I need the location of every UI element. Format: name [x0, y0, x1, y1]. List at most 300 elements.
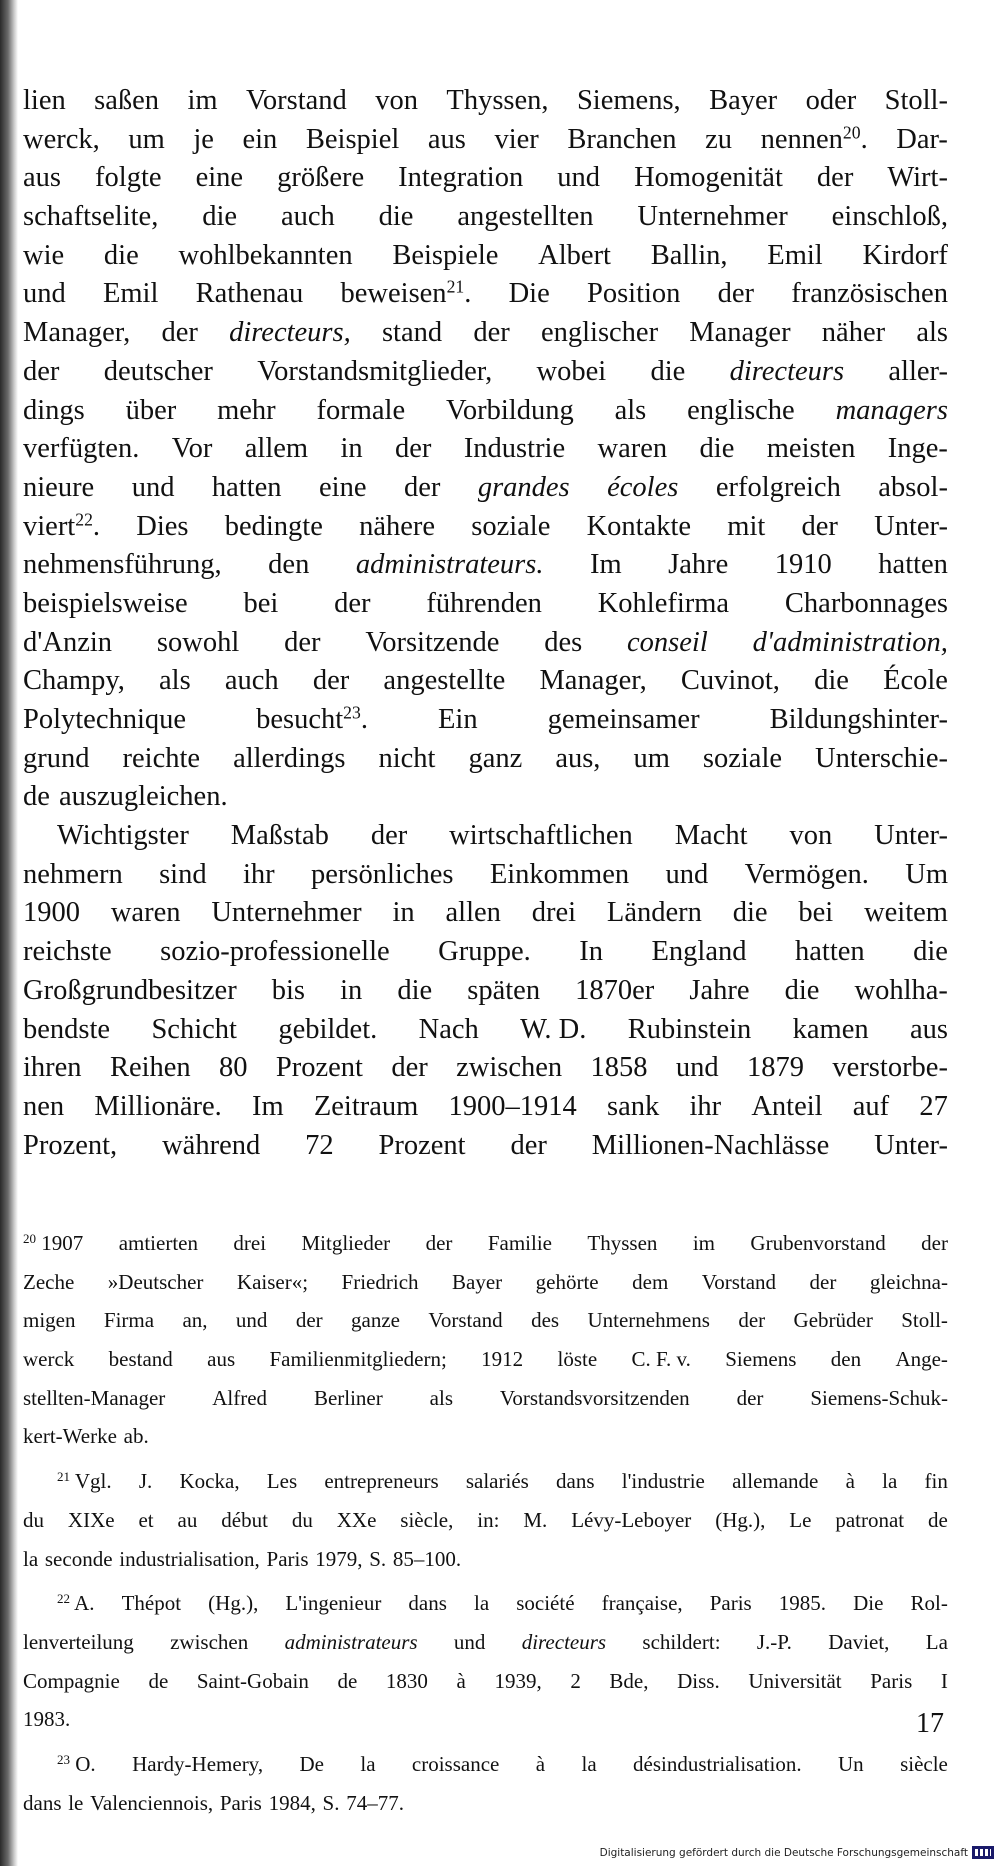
word: werck,: [23, 123, 100, 155]
footnote-line: [23, 1229, 948, 1268]
word: an,: [182, 1308, 208, 1333]
word: 72: [305, 1129, 334, 1161]
word: zwischen: [456, 1052, 563, 1084]
word: nennen$^{20}$.: [760, 121, 868, 155]
word: bestand: [108, 1347, 173, 1372]
word: L'ingenieur: [285, 1591, 382, 1616]
word: Jahre: [668, 549, 729, 581]
footnote-line: [23, 1789, 948, 1828]
word: nen: [23, 1090, 65, 1122]
word: Bayer: [709, 85, 778, 116]
word: aus: [207, 1347, 236, 1372]
word: Maßstab: [230, 820, 329, 852]
word: soziale: [702, 742, 783, 774]
word: der: [738, 1308, 766, 1333]
word: Paris: [266, 1546, 309, 1571]
word: viert$^{22}$.: [23, 508, 101, 542]
word: der: [334, 587, 371, 619]
word: englische: [687, 394, 795, 426]
word: eine: [195, 162, 244, 194]
word: Beispiel: [305, 123, 400, 155]
word-italic: administrateurs.: [355, 549, 544, 581]
word: bei: [243, 587, 279, 619]
word: gemeinsamer: [547, 704, 700, 735]
text-line: [23, 662, 948, 701]
word: die: [397, 974, 433, 1006]
word: migen: [23, 1308, 76, 1333]
word: bis: [271, 974, 306, 1006]
word: Prozent: [275, 1052, 363, 1084]
word: M.: [523, 1507, 548, 1532]
dfg-logo-icon: [972, 1846, 994, 1859]
word: Jahre: [689, 974, 750, 1006]
word: Vermögen.: [744, 858, 869, 890]
word: Vorstandsvorsitzenden: [499, 1385, 690, 1410]
text-line: [23, 430, 948, 469]
word: drei: [233, 1231, 267, 1255]
word: De: [299, 1751, 324, 1776]
footnote-start: $^{20}$ 1907: [23, 1230, 84, 1255]
word: Integration: [398, 162, 524, 194]
text-line: [23, 546, 948, 585]
footnote-number: 21: [57, 1468, 71, 1484]
word: der: [370, 820, 408, 852]
word: drei: [531, 897, 577, 929]
word: Zeche: [23, 1269, 75, 1294]
word: 1984,: [268, 1790, 316, 1815]
word: ab.: [123, 1424, 149, 1449]
word: Hardy-Hemery,: [132, 1751, 264, 1776]
text-line: [23, 585, 948, 624]
word: in: [392, 897, 415, 929]
word: Vorstand: [701, 1269, 777, 1294]
word: Manager,: [23, 317, 131, 349]
word-italic: directeurs: [729, 355, 845, 387]
footnote-ref: 23: [343, 702, 361, 723]
word: wohlbekannten: [178, 239, 353, 271]
word: Schicht: [151, 1013, 237, 1045]
word: Lévy-Leboyer: [571, 1507, 692, 1532]
word: und: [235, 1308, 268, 1333]
word: Nach: [418, 1013, 479, 1045]
word: die: [732, 897, 768, 929]
footnote-number: 23: [57, 1751, 71, 1767]
word: Wirt-: [887, 162, 948, 194]
word: (Hg.),: [715, 1507, 766, 1532]
word: à: [845, 1469, 855, 1494]
word: Friedrich: [341, 1269, 419, 1294]
text-line: [23, 856, 948, 895]
word: dings: [23, 394, 85, 426]
word: größere: [277, 162, 365, 194]
word: wirtschaftlichen: [449, 820, 633, 852]
footnote-line: [23, 1667, 948, 1706]
word: Kaiser«;: [236, 1269, 309, 1294]
word: Ländern: [606, 897, 702, 929]
word: nehmensführung,: [23, 549, 222, 581]
text-line: [23, 1011, 948, 1050]
word-italic: administrateurs: [284, 1629, 418, 1654]
word: Paris: [870, 1668, 913, 1693]
word: verfügten.: [23, 433, 140, 465]
word: der: [717, 278, 755, 310]
word: Unter-: [874, 820, 948, 852]
word: der: [284, 626, 321, 658]
word: oder: [805, 85, 857, 116]
text-line: [23, 894, 948, 933]
word: während: [162, 1129, 261, 1161]
word: 1900–1914: [448, 1090, 577, 1122]
word: 1939,: [494, 1668, 542, 1693]
text-line: [23, 392, 948, 431]
footnote-line: [23, 1589, 948, 1628]
word: die: [913, 936, 948, 968]
word: 1979,: [315, 1546, 363, 1571]
word: Im: [252, 1090, 284, 1122]
word: der: [312, 665, 350, 697]
text-line: [23, 353, 948, 392]
footnote-line: [23, 1545, 948, 1584]
word: Grubenvorstand: [750, 1231, 886, 1255]
word: Beispiele: [392, 239, 499, 271]
word: der: [403, 471, 441, 503]
word: la: [473, 1591, 490, 1616]
footnote-line: [23, 1306, 948, 1345]
word: nicht: [378, 742, 436, 774]
word: Reihen: [109, 1052, 191, 1084]
word: Familie: [487, 1231, 552, 1255]
word: Um: [905, 858, 948, 890]
word: der: [816, 162, 854, 194]
text-line: [23, 972, 948, 1011]
footnote-line: [23, 1506, 948, 1545]
word: englischer: [540, 317, 659, 349]
word: Kontakte: [586, 510, 692, 542]
footnote-ref: 20: [842, 121, 861, 142]
text-line: [23, 121, 948, 160]
word: S.: [322, 1790, 340, 1815]
word: Champy,: [23, 665, 125, 697]
word: Prozent: [378, 1129, 466, 1161]
word: gebildet.: [278, 1013, 378, 1045]
word: Zeitraum: [313, 1090, 419, 1122]
word: Position: [586, 278, 681, 310]
word: dans: [23, 1790, 62, 1815]
word: der: [161, 317, 198, 349]
word: sank: [607, 1090, 660, 1122]
word: S.: [369, 1546, 387, 1571]
word: ihr: [242, 858, 275, 890]
word: Ein: [438, 704, 478, 735]
word: 1985.: [778, 1591, 827, 1616]
word: Stoll-: [884, 85, 948, 116]
text-line: [23, 701, 948, 740]
word: Emil: [102, 278, 159, 310]
word: la: [360, 1751, 376, 1776]
word: löste: [557, 1347, 598, 1372]
word: Ange-: [895, 1347, 948, 1372]
word: 1900: [23, 897, 80, 929]
word: vier: [494, 123, 539, 155]
word: bedingte: [224, 510, 323, 542]
word: der: [510, 1129, 547, 1161]
word: Rathenau: [195, 278, 304, 310]
word: du: [23, 1507, 44, 1532]
word: des: [531, 1308, 560, 1333]
footnote-line: [23, 1467, 948, 1506]
word: aus: [23, 162, 61, 194]
word: nieure: [23, 471, 95, 503]
word: die: [202, 201, 238, 233]
word: einschloß,: [831, 201, 948, 233]
word: und: [557, 162, 601, 194]
word: der: [473, 317, 510, 349]
word: croissance: [411, 1751, 500, 1776]
word: ihr: [689, 1090, 722, 1122]
word: 74–77.: [346, 1790, 404, 1815]
word: wobei: [536, 355, 607, 387]
word: d'Anzin: [23, 626, 113, 658]
word: reichte: [122, 742, 201, 774]
word: beispielsweise: [23, 587, 188, 619]
word: der: [921, 1231, 948, 1255]
footnote-number: 20: [23, 1230, 37, 1246]
word: französischen: [791, 278, 948, 310]
word: dans: [408, 1591, 447, 1616]
word: Ballin,: [650, 239, 728, 271]
word: um: [633, 742, 670, 774]
text-line: [23, 275, 948, 314]
footnote-line: [23, 1705, 948, 1744]
footnote-line: [23, 1750, 948, 1789]
word: Industrie: [463, 433, 566, 465]
word: Manager,: [539, 665, 647, 697]
credit-text: Digitalisierung gefördert durch die Deutsche Forschungsgemeinschaft: [599, 1846, 968, 1859]
word: kamen: [792, 1013, 869, 1045]
word: allerdings: [233, 742, 346, 774]
word: schildert:: [642, 1629, 721, 1654]
word: hatten: [878, 549, 948, 581]
word: stellten-Manager: [23, 1385, 166, 1410]
word: waren: [597, 433, 668, 465]
word: 1912: [481, 1347, 524, 1372]
word: début: [221, 1507, 268, 1532]
word: (Hg.),: [208, 1591, 259, 1616]
word: aus,: [555, 742, 601, 774]
word: der: [425, 1231, 453, 1255]
word-italic: grandes: [477, 471, 570, 503]
word: Vorsitzende: [365, 626, 500, 658]
word: Universität: [748, 1668, 842, 1693]
text-line: [23, 82, 948, 121]
word: von: [375, 85, 418, 116]
word: la: [23, 1546, 39, 1571]
word: schaftselite,: [23, 201, 159, 233]
word: saßen: [94, 85, 160, 116]
word: in: [340, 974, 363, 1006]
footnote-line: [23, 1268, 948, 1307]
word: im: [692, 1231, 715, 1255]
word: meisten: [766, 433, 856, 465]
word: allem: [244, 433, 309, 465]
word: 80: [219, 1052, 248, 1084]
word: 1858: [590, 1052, 648, 1084]
word: Homogenität: [634, 162, 783, 194]
word-italic: conseil: [627, 626, 708, 658]
word: gehörte: [535, 1269, 599, 1294]
word: Unternehmens: [587, 1308, 710, 1333]
word: Dar-: [896, 123, 948, 155]
word-italic: directeurs,: [229, 317, 351, 349]
word: du: [291, 1507, 313, 1532]
word: über: [125, 394, 177, 426]
word: der: [391, 1052, 428, 1084]
word: allemande: [732, 1469, 819, 1494]
body-text: [23, 82, 948, 1165]
word: Les: [266, 1469, 298, 1494]
word: siècle,: [400, 1507, 454, 1532]
word: angestellten: [457, 201, 594, 233]
word: de: [148, 1668, 169, 1693]
word: Alfred: [212, 1385, 268, 1410]
word: française,: [601, 1591, 683, 1616]
word-italic: managers: [835, 394, 948, 426]
word: lien: [23, 85, 66, 116]
word: je: [193, 123, 214, 155]
word: Siemens,: [576, 85, 681, 116]
word: l'industrie: [621, 1469, 705, 1494]
word: hatten: [795, 936, 865, 968]
word: späten: [467, 974, 541, 1006]
word: beweisen$^{21}$.: [340, 276, 472, 310]
word: die: [103, 239, 139, 271]
word: ganze: [351, 1308, 400, 1333]
word: auszugleichen.: [59, 781, 228, 813]
footnote-line: [23, 1345, 948, 1384]
word: der: [295, 1308, 323, 1333]
footnote-number: 22: [57, 1591, 71, 1607]
word: Berliner: [313, 1385, 383, 1410]
word: Diss.: [677, 1668, 720, 1693]
word: Valenciennois,: [90, 1790, 214, 1815]
word: le: [68, 1790, 84, 1815]
word: im: [187, 85, 218, 116]
word: Prozent,: [23, 1129, 118, 1161]
word: stand: [381, 317, 443, 349]
text-line: [23, 817, 948, 856]
word: Thépot: [121, 1591, 182, 1616]
word: die: [378, 201, 414, 233]
word: als: [614, 394, 647, 426]
word: Inge-: [887, 433, 948, 465]
word: 1983.: [23, 1707, 71, 1732]
word: Paris: [219, 1790, 262, 1815]
word: Kohlefirma: [597, 587, 730, 619]
word: formale: [316, 394, 406, 426]
word: Unternehmer: [637, 201, 788, 233]
word: École: [883, 665, 948, 697]
word: désindustrialisation.: [633, 1751, 802, 1776]
word: besucht$^{23}$.: [256, 702, 368, 735]
footnote-ref: 21: [446, 276, 465, 297]
word: Einkommen: [489, 858, 630, 890]
word: Mitglieder: [301, 1231, 391, 1255]
word: la: [581, 1751, 597, 1776]
word: wie: [23, 239, 65, 271]
word: fin: [924, 1469, 948, 1494]
word: Bildungshinter-: [769, 704, 948, 735]
word: werck: [23, 1347, 75, 1372]
word: aus: [910, 1013, 948, 1045]
word: sind: [159, 858, 207, 890]
word: In: [579, 936, 604, 968]
word: J.-P.: [756, 1629, 792, 1654]
word: als: [916, 317, 948, 349]
word: Compagnie: [23, 1668, 120, 1693]
word: J.: [138, 1469, 153, 1494]
word: näher: [821, 317, 886, 349]
footnote-line: [23, 1628, 948, 1667]
word: ihren: [23, 1052, 82, 1084]
word: Vorstandsmitglieder,: [257, 355, 493, 387]
word: patronat: [835, 1507, 905, 1532]
word: und: [131, 471, 175, 503]
word: XIXe: [67, 1507, 115, 1532]
word: entrepreneurs: [324, 1469, 439, 1494]
word: Im: [589, 549, 622, 581]
word: Rol-: [910, 1591, 948, 1616]
word: gleichna-: [869, 1269, 948, 1294]
word: Familienmitgliedern;: [269, 1347, 447, 1372]
word: und: [665, 858, 709, 890]
word: Cuvinot,: [680, 665, 780, 697]
word: lenverteilung: [23, 1629, 134, 1654]
word: Thyssen,: [446, 85, 549, 116]
word: angestellte: [383, 665, 506, 697]
text-line: [23, 314, 948, 353]
word: und: [453, 1629, 486, 1654]
word: dans: [556, 1469, 595, 1494]
word: und: [23, 278, 66, 310]
word: la: [882, 1469, 898, 1494]
word: de: [928, 1507, 948, 1532]
word: als: [429, 1385, 453, 1410]
word: allen: [445, 897, 501, 929]
word: Manager: [689, 317, 791, 349]
word: mehr: [217, 394, 276, 426]
word: 1910: [774, 549, 832, 581]
word: von: [789, 820, 833, 852]
word: et: [138, 1507, 154, 1532]
word: England: [651, 936, 747, 968]
word: die: [699, 433, 735, 465]
footnote-line: [23, 1422, 948, 1461]
word: der: [809, 1269, 837, 1294]
text-line: [23, 1049, 948, 1088]
word: folgte: [95, 162, 162, 194]
word: des: [544, 626, 583, 658]
word: Kirdorf: [862, 239, 948, 271]
word: Branchen: [567, 123, 677, 155]
word: auch: [224, 665, 279, 697]
word: Kocka,: [179, 1469, 240, 1494]
word: Vorstand: [428, 1308, 503, 1333]
word: nehmern: [23, 858, 123, 890]
footnote-ref: 22: [75, 508, 93, 529]
word: siècle: [900, 1751, 948, 1776]
word: der: [736, 1385, 764, 1410]
word: société: [516, 1591, 575, 1616]
